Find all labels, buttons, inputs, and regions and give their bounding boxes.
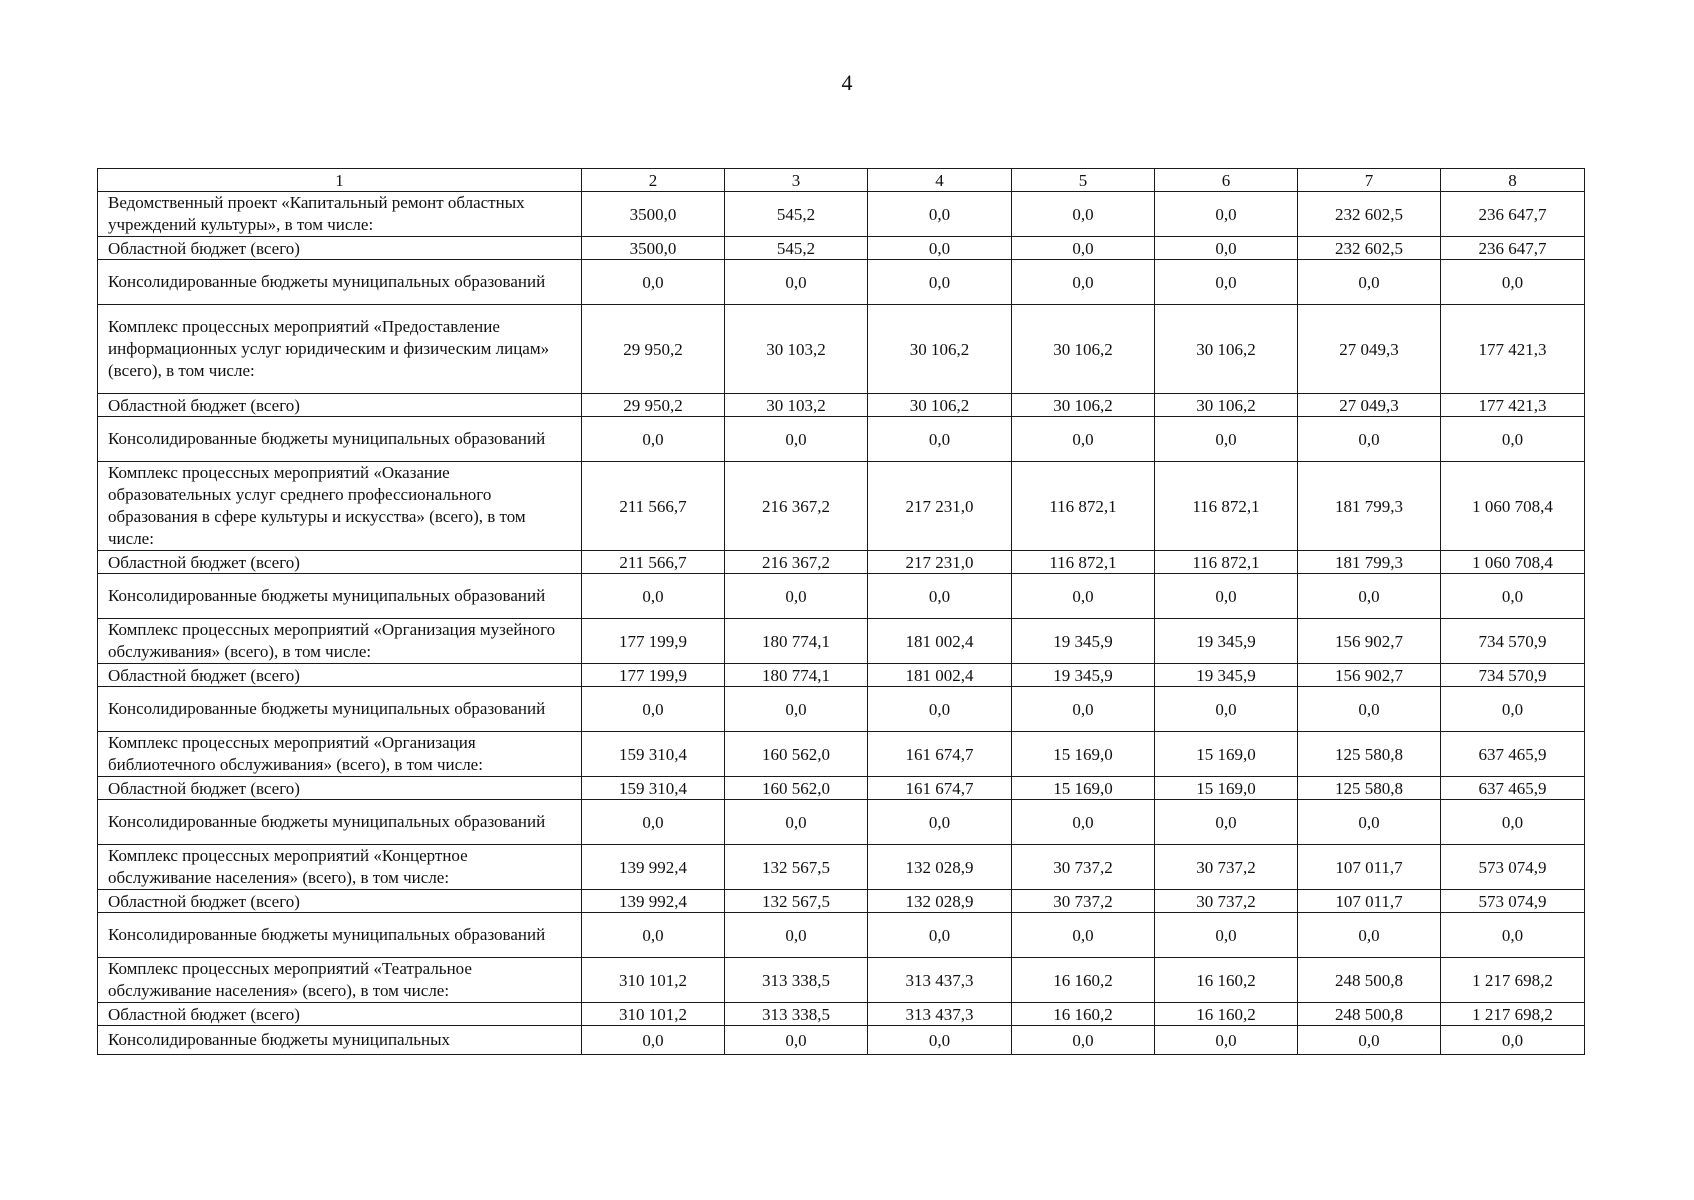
value-cell: 0,0 xyxy=(1298,417,1441,462)
value-cell: 573 074,9 xyxy=(1441,890,1585,913)
value-cell: 0,0 xyxy=(1441,800,1585,845)
value-cell: 0,0 xyxy=(582,574,725,619)
value-cell: 0,0 xyxy=(1012,800,1155,845)
budget-table-container xyxy=(97,168,1585,1055)
value-cell: 0,0 xyxy=(1441,913,1585,958)
header-cell: 7 xyxy=(1298,169,1441,192)
row-label: Областной бюджет (всего) xyxy=(98,237,582,260)
value-cell: 161 674,7 xyxy=(868,777,1012,800)
value-cell: 0,0 xyxy=(582,1026,725,1055)
value-cell: 19 345,9 xyxy=(1155,664,1298,687)
value-cell: 0,0 xyxy=(1012,260,1155,305)
value-cell: 0,0 xyxy=(1155,574,1298,619)
value-cell: 1 060 708,4 xyxy=(1441,551,1585,574)
value-cell: 313 437,3 xyxy=(868,1003,1012,1026)
value-cell: 0,0 xyxy=(868,417,1012,462)
row-label: Консолидированные бюджеты муниципальных образований xyxy=(98,687,582,732)
header-cell: 8 xyxy=(1441,169,1585,192)
value-cell: 19 345,9 xyxy=(1012,664,1155,687)
value-cell: 0,0 xyxy=(1012,574,1155,619)
value-cell: 734 570,9 xyxy=(1441,619,1585,664)
value-cell: 0,0 xyxy=(725,913,868,958)
value-cell: 545,2 xyxy=(725,192,868,237)
table-row xyxy=(98,890,1585,913)
value-cell: 30 737,2 xyxy=(1012,845,1155,890)
value-cell: 107 011,7 xyxy=(1298,890,1441,913)
value-cell: 29 950,2 xyxy=(582,394,725,417)
value-cell: 30 106,2 xyxy=(1012,394,1155,417)
value-cell: 30 106,2 xyxy=(868,305,1012,394)
value-cell: 0,0 xyxy=(1298,687,1441,732)
row-label: Областной бюджет (всего) xyxy=(98,664,582,687)
value-cell: 232 602,5 xyxy=(1298,192,1441,237)
header-row xyxy=(98,169,1585,192)
value-cell: 125 580,8 xyxy=(1298,777,1441,800)
value-cell: 248 500,8 xyxy=(1298,1003,1441,1026)
header-cell: 6 xyxy=(1155,169,1298,192)
value-cell: 0,0 xyxy=(1155,800,1298,845)
value-cell: 16 160,2 xyxy=(1155,958,1298,1003)
table-row xyxy=(98,913,1585,958)
value-cell: 15 169,0 xyxy=(1155,777,1298,800)
row-label: Областной бюджет (всего) xyxy=(98,777,582,800)
value-cell: 116 872,1 xyxy=(1012,462,1155,551)
value-cell: 1 217 698,2 xyxy=(1441,1003,1585,1026)
value-cell: 0,0 xyxy=(868,574,1012,619)
value-cell: 236 647,7 xyxy=(1441,192,1585,237)
value-cell: 211 566,7 xyxy=(582,462,725,551)
value-cell: 236 647,7 xyxy=(1441,237,1585,260)
table-row xyxy=(98,305,1585,394)
table-row xyxy=(98,1003,1585,1026)
value-cell: 3500,0 xyxy=(582,192,725,237)
value-cell: 0,0 xyxy=(725,1026,868,1055)
value-cell: 30 737,2 xyxy=(1155,845,1298,890)
row-label: Консолидированные бюджеты муниципальных образований xyxy=(98,417,582,462)
value-cell: 125 580,8 xyxy=(1298,732,1441,777)
value-cell: 30 106,2 xyxy=(1012,305,1155,394)
value-cell: 313 437,3 xyxy=(868,958,1012,1003)
value-cell: 0,0 xyxy=(868,260,1012,305)
value-cell: 0,0 xyxy=(1012,687,1155,732)
value-cell: 0,0 xyxy=(1012,1026,1155,1055)
value-cell: 181 002,4 xyxy=(868,664,1012,687)
value-cell: 15 169,0 xyxy=(1155,732,1298,777)
value-cell: 637 465,9 xyxy=(1441,777,1585,800)
value-cell: 160 562,0 xyxy=(725,777,868,800)
value-cell: 216 367,2 xyxy=(725,551,868,574)
value-cell: 0,0 xyxy=(1298,574,1441,619)
value-cell: 16 160,2 xyxy=(1155,1003,1298,1026)
value-cell: 1 060 708,4 xyxy=(1441,462,1585,551)
row-label: Комплекс процессных мероприятий «Организация музейного обслуживания» (всего), в том числе: xyxy=(98,619,582,664)
value-cell: 30 737,2 xyxy=(1012,890,1155,913)
table-row xyxy=(98,237,1585,260)
value-cell: 27 049,3 xyxy=(1298,305,1441,394)
value-cell: 0,0 xyxy=(1298,913,1441,958)
value-cell: 0,0 xyxy=(1012,192,1155,237)
value-cell: 0,0 xyxy=(582,260,725,305)
value-cell: 181 799,3 xyxy=(1298,551,1441,574)
table-row xyxy=(98,664,1585,687)
value-cell: 232 602,5 xyxy=(1298,237,1441,260)
header-cell: 1 xyxy=(98,169,582,192)
value-cell: 180 774,1 xyxy=(725,664,868,687)
value-cell: 0,0 xyxy=(1012,417,1155,462)
value-cell: 30 106,2 xyxy=(868,394,1012,417)
value-cell: 0,0 xyxy=(1155,687,1298,732)
value-cell: 0,0 xyxy=(725,417,868,462)
value-cell: 181 799,3 xyxy=(1298,462,1441,551)
value-cell: 545,2 xyxy=(725,237,868,260)
value-cell: 573 074,9 xyxy=(1441,845,1585,890)
value-cell: 0,0 xyxy=(1298,800,1441,845)
row-label: Консолидированные бюджеты муниципальных образований xyxy=(98,913,582,958)
value-cell: 0,0 xyxy=(725,800,868,845)
value-cell: 0,0 xyxy=(868,687,1012,732)
value-cell: 310 101,2 xyxy=(582,958,725,1003)
value-cell: 217 231,0 xyxy=(868,462,1012,551)
value-cell: 19 345,9 xyxy=(1155,619,1298,664)
value-cell: 0,0 xyxy=(582,913,725,958)
table-row xyxy=(98,958,1585,1003)
row-label: Консолидированные бюджеты муниципальных образований xyxy=(98,574,582,619)
value-cell: 313 338,5 xyxy=(725,1003,868,1026)
value-cell: 0,0 xyxy=(1155,913,1298,958)
row-label: Комплекс процессных мероприятий «Организация библиотечного обслуживания» (всего), в том числе: xyxy=(98,732,582,777)
value-cell: 177 421,3 xyxy=(1441,394,1585,417)
value-cell: 132 028,9 xyxy=(868,845,1012,890)
value-cell: 216 367,2 xyxy=(725,462,868,551)
table-row xyxy=(98,417,1585,462)
value-cell: 1 217 698,2 xyxy=(1441,958,1585,1003)
value-cell: 248 500,8 xyxy=(1298,958,1441,1003)
row-label: Консолидированные бюджеты муниципальных образований xyxy=(98,260,582,305)
value-cell: 139 992,4 xyxy=(582,845,725,890)
table-row xyxy=(98,732,1585,777)
table-row xyxy=(98,1026,1585,1055)
row-label: Областной бюджет (всего) xyxy=(98,890,582,913)
header-cell: 5 xyxy=(1012,169,1155,192)
value-cell: 27 049,3 xyxy=(1298,394,1441,417)
value-cell: 15 169,0 xyxy=(1012,732,1155,777)
value-cell: 16 160,2 xyxy=(1012,1003,1155,1026)
value-cell: 637 465,9 xyxy=(1441,732,1585,777)
value-cell: 0,0 xyxy=(725,260,868,305)
row-label: Комплекс процессных мероприятий «Предоставление информационных услуг юридическим и физическим лицам» (всего), в том числе: xyxy=(98,305,582,394)
value-cell: 0,0 xyxy=(1441,260,1585,305)
value-cell: 3500,0 xyxy=(582,237,725,260)
value-cell: 310 101,2 xyxy=(582,1003,725,1026)
value-cell: 177 199,9 xyxy=(582,619,725,664)
row-label: Консолидированные бюджеты муниципальных xyxy=(98,1026,582,1055)
row-label: Областной бюджет (всего) xyxy=(98,394,582,417)
value-cell: 156 902,7 xyxy=(1298,619,1441,664)
value-cell: 0,0 xyxy=(582,687,725,732)
row-label: Областной бюджет (всего) xyxy=(98,551,582,574)
row-label: Областной бюджет (всего) xyxy=(98,1003,582,1026)
value-cell: 0,0 xyxy=(582,417,725,462)
value-cell: 217 231,0 xyxy=(868,551,1012,574)
table-row xyxy=(98,462,1585,551)
value-cell: 0,0 xyxy=(1012,913,1155,958)
page-number: 4 xyxy=(841,70,853,95)
value-cell: 734 570,9 xyxy=(1441,664,1585,687)
table-row xyxy=(98,192,1585,237)
value-cell: 313 338,5 xyxy=(725,958,868,1003)
value-cell: 160 562,0 xyxy=(725,732,868,777)
value-cell: 30 737,2 xyxy=(1155,890,1298,913)
value-cell: 0,0 xyxy=(1441,687,1585,732)
value-cell: 0,0 xyxy=(868,1026,1012,1055)
table-row xyxy=(98,845,1585,890)
value-cell: 159 310,4 xyxy=(582,777,725,800)
value-cell: 132 567,5 xyxy=(725,845,868,890)
header-cell: 2 xyxy=(582,169,725,192)
value-cell: 0,0 xyxy=(868,237,1012,260)
value-cell: 159 310,4 xyxy=(582,732,725,777)
value-cell: 116 872,1 xyxy=(1155,551,1298,574)
table-row xyxy=(98,619,1585,664)
value-cell: 0,0 xyxy=(1155,260,1298,305)
table-row xyxy=(98,800,1585,845)
value-cell: 0,0 xyxy=(1298,260,1441,305)
budget-table xyxy=(97,168,1585,1055)
value-cell: 15 169,0 xyxy=(1012,777,1155,800)
row-label: Комплекс процессных мероприятий «Концертное обслуживание населения» (всего), в том числе: xyxy=(98,845,582,890)
value-cell: 180 774,1 xyxy=(725,619,868,664)
value-cell: 132 567,5 xyxy=(725,890,868,913)
table-row xyxy=(98,777,1585,800)
value-cell: 116 872,1 xyxy=(1155,462,1298,551)
table-body xyxy=(98,169,1585,1055)
value-cell: 211 566,7 xyxy=(582,551,725,574)
table-row xyxy=(98,551,1585,574)
value-cell: 30 103,2 xyxy=(725,305,868,394)
header-cell: 4 xyxy=(868,169,1012,192)
value-cell: 16 160,2 xyxy=(1012,958,1155,1003)
value-cell: 0,0 xyxy=(1441,1026,1585,1055)
value-cell: 139 992,4 xyxy=(582,890,725,913)
row-label: Консолидированные бюджеты муниципальных образований xyxy=(98,800,582,845)
value-cell: 0,0 xyxy=(1441,574,1585,619)
value-cell: 132 028,9 xyxy=(868,890,1012,913)
value-cell: 0,0 xyxy=(1155,192,1298,237)
value-cell: 0,0 xyxy=(1012,237,1155,260)
value-cell: 30 103,2 xyxy=(725,394,868,417)
value-cell: 156 902,7 xyxy=(1298,664,1441,687)
table-row xyxy=(98,574,1585,619)
table-row xyxy=(98,260,1585,305)
value-cell: 19 345,9 xyxy=(1012,619,1155,664)
value-cell: 181 002,4 xyxy=(868,619,1012,664)
value-cell: 107 011,7 xyxy=(1298,845,1441,890)
value-cell: 0,0 xyxy=(1441,417,1585,462)
table-row xyxy=(98,687,1585,732)
value-cell: 0,0 xyxy=(725,687,868,732)
value-cell: 177 421,3 xyxy=(1441,305,1585,394)
value-cell: 0,0 xyxy=(725,574,868,619)
header-cell: 3 xyxy=(725,169,868,192)
value-cell: 0,0 xyxy=(868,192,1012,237)
value-cell: 0,0 xyxy=(868,913,1012,958)
value-cell: 116 872,1 xyxy=(1012,551,1155,574)
value-cell: 30 106,2 xyxy=(1155,394,1298,417)
value-cell: 177 199,9 xyxy=(582,664,725,687)
value-cell: 30 106,2 xyxy=(1155,305,1298,394)
value-cell: 0,0 xyxy=(582,800,725,845)
row-label: Комплекс процессных мероприятий «Оказание образовательных услуг среднего профессионального образования в сфере культуры и искусства» (всего), в том числе: xyxy=(98,462,582,551)
row-label: Комплекс процессных мероприятий «Театральное обслуживание населения» (всего), в том числе: xyxy=(98,958,582,1003)
value-cell: 0,0 xyxy=(868,800,1012,845)
row-label: Ведомственный проект «Капитальный ремонт областных учреждений культуры», в том числе: xyxy=(98,192,582,237)
table-row xyxy=(98,394,1585,417)
value-cell: 0,0 xyxy=(1155,1026,1298,1055)
value-cell: 29 950,2 xyxy=(582,305,725,394)
value-cell: 0,0 xyxy=(1155,417,1298,462)
value-cell: 161 674,7 xyxy=(868,732,1012,777)
value-cell: 0,0 xyxy=(1298,1026,1441,1055)
value-cell: 0,0 xyxy=(1155,237,1298,260)
